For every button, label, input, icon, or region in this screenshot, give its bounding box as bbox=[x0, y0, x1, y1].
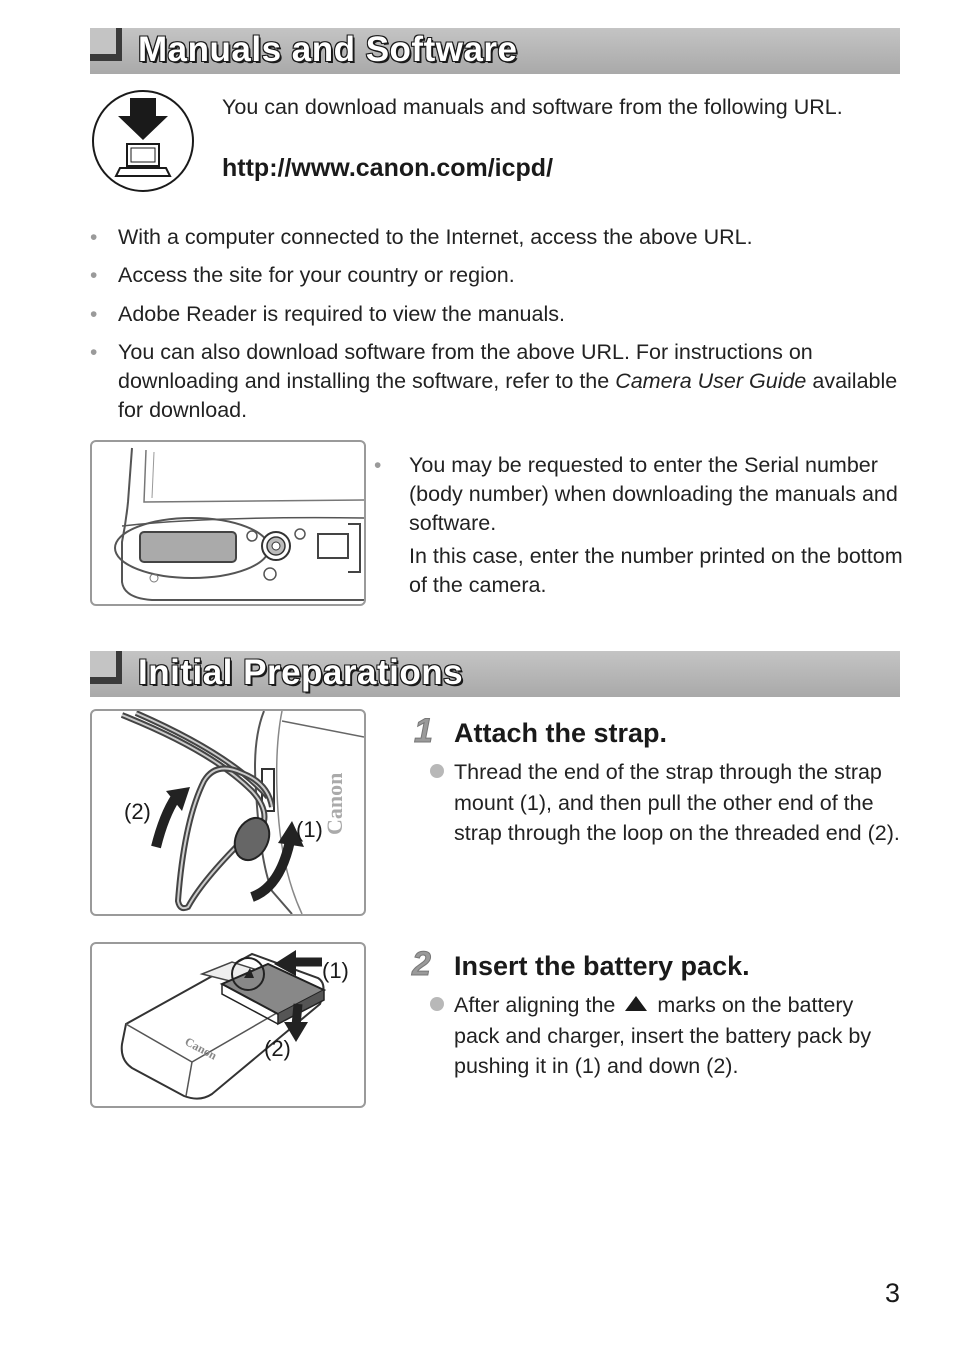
step-desc-2: After aligning the marks on the battery pack and charger, insert the battery pack by pushing it in (1) and down (2). bbox=[454, 993, 872, 1078]
battery-illustration bbox=[90, 942, 366, 1108]
serial-note bbox=[409, 451, 909, 600]
camera-brand: Canon bbox=[322, 772, 347, 835]
bullet-item-4: You can also download software from the above URL. For instructions on downloading and installing the software, refer to the Camera User Guide available for download. bbox=[118, 340, 898, 422]
bullet-item-1: With a computer connected to the Internet, access the above URL. bbox=[118, 225, 753, 249]
step-title-1: Attach the strap. bbox=[454, 718, 668, 748]
section-title: Manuals and Software bbox=[138, 30, 518, 69]
section-header-initial bbox=[90, 651, 900, 697]
bullet-marker: • bbox=[90, 341, 98, 364]
bullet-marker: • bbox=[374, 454, 382, 477]
bullet-marker: • bbox=[90, 264, 98, 287]
figure-label-2: (2) bbox=[124, 799, 151, 824]
strap-illustration bbox=[90, 709, 366, 916]
circle-bullet-icon bbox=[430, 764, 444, 778]
circle-bullet-icon bbox=[430, 997, 444, 1011]
camera-user-guide-title: Camera User Guide bbox=[615, 369, 807, 393]
step-desc-1: Thread the end of the strap through the strap mount (1), and then pull the other end of the strap through the loop on the threaded end (2). bbox=[454, 760, 900, 845]
figure-label-1: (1) bbox=[322, 958, 349, 983]
bullet-marker: • bbox=[90, 303, 98, 326]
bullet-item-3: Adobe Reader is required to view the manuals. bbox=[118, 302, 565, 326]
charger-brand: Canon bbox=[182, 1034, 220, 1063]
download-icon bbox=[90, 88, 196, 194]
triangle-icon bbox=[625, 996, 647, 1011]
section-header-manuals bbox=[90, 28, 900, 74]
figure-label-2: (2) bbox=[264, 1036, 291, 1061]
camera-bottom-illustration bbox=[90, 440, 366, 606]
step-number-2: 2 bbox=[412, 945, 431, 983]
bullet-marker: • bbox=[90, 226, 98, 249]
section-title: Initial Preparations bbox=[138, 653, 464, 692]
download-intro: You can download manuals and software from the following URL. bbox=[222, 95, 843, 119]
step-title-2: Insert the battery pack. bbox=[454, 951, 750, 981]
download-url[interactable]: http://www.canon.com/icpd/ bbox=[222, 154, 554, 182]
step-number-1: 1 bbox=[414, 712, 433, 750]
serial-note-p1: You may be requested to enter the Serial number (body number) when downloading the manuals and software. bbox=[409, 453, 898, 535]
bullet-item-2: Access the site for your country or region. bbox=[118, 263, 515, 287]
serial-note-p2: In this case, enter the number printed on the bottom of the camera. bbox=[409, 544, 903, 597]
figure-label-1: (1) bbox=[296, 817, 323, 842]
page-number: 3 bbox=[884, 1278, 900, 1308]
